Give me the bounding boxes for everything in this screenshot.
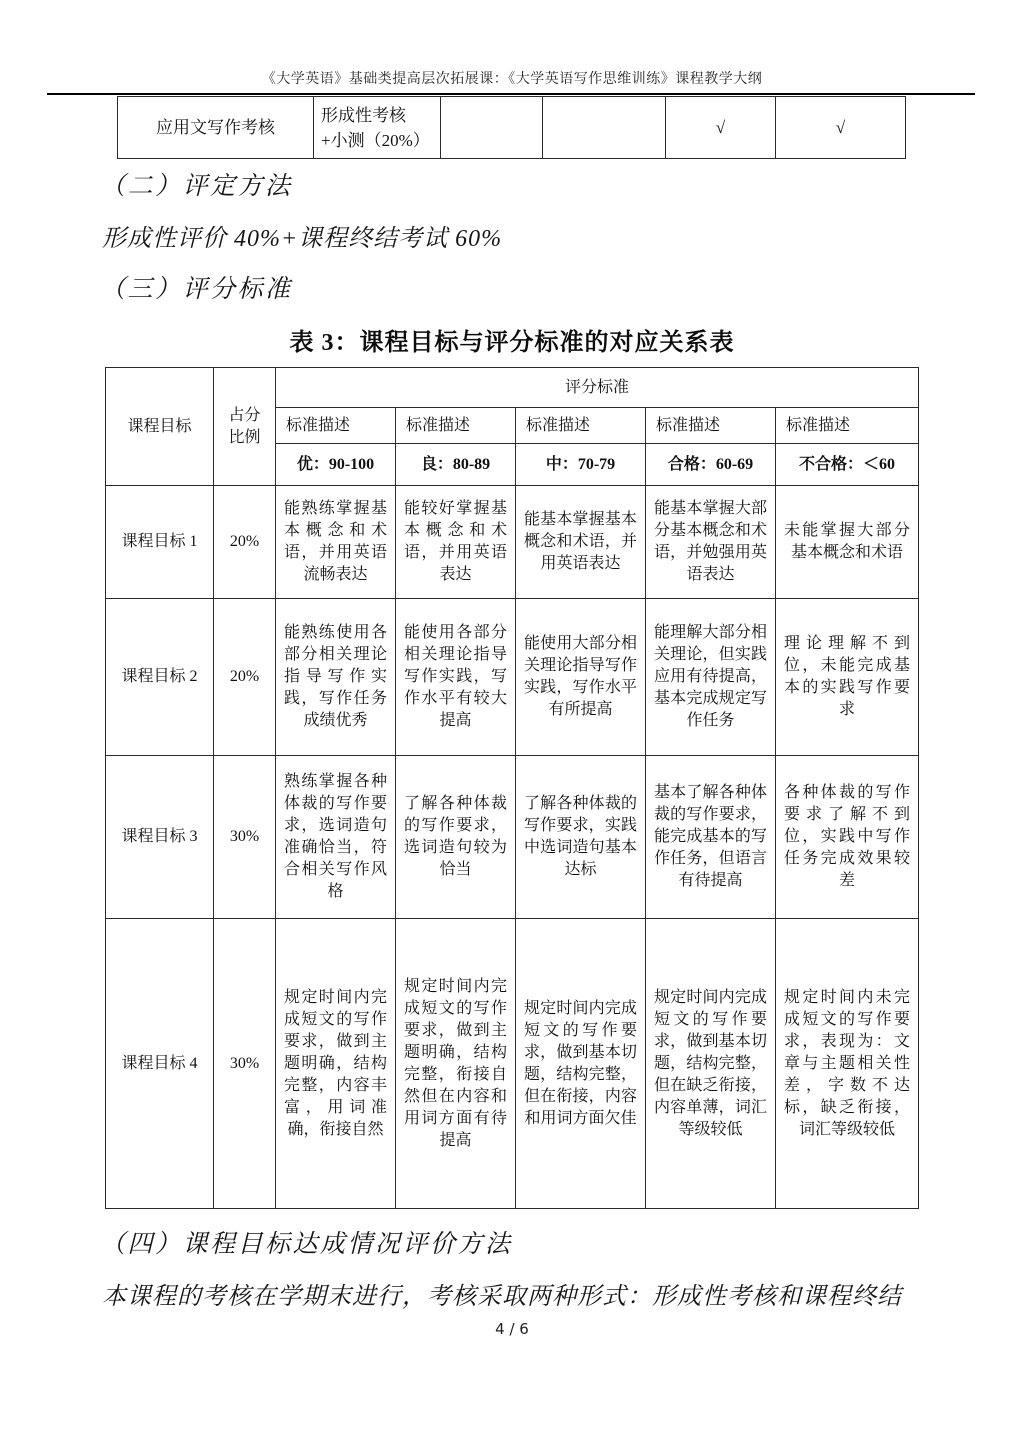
weight-cell: 20%: [214, 599, 276, 756]
criteria-cell: 规定时间内完成短文的写作要求，做到主题明确，结构完整，衔接自然但在内容和用词方面有待提高: [396, 919, 516, 1209]
empty-cell: [441, 97, 543, 159]
header-rule: [47, 93, 975, 95]
table-row: [106, 599, 919, 756]
grade-good-cell: 良：80-89: [396, 444, 516, 486]
criteria-cell: 了解各种体裁的写作要求，选词造句较为恰当: [396, 756, 516, 919]
running-header: 《大学英语》基础类提高层次拓展课：《大学英语写作思维训练》课程教学大纲: [261, 72, 763, 87]
criteria-cell: 熟练掌握各种体裁的写作要求，选词造句准确恰当，符合相关写作风格: [276, 756, 396, 919]
section-heading-2: （二）评定方法: [100, 173, 293, 200]
weight-cell: 30%: [214, 919, 276, 1209]
criteria-cell: 能基本掌握大部分基本概念和术语，并勉强用英语表达: [646, 486, 776, 599]
grading-standard-group-cell: 评分标准: [276, 368, 919, 408]
criteria-cell: 能熟练掌握基本概念和术语，并用英语流畅表达: [276, 486, 396, 599]
criteria-cell: 能较好掌握基本概念和术语，并用英语表达: [396, 486, 516, 599]
criteria-cell: 规定时间内完成短文的写作要求，做到基本切题，结构完整，但在缺乏衔接，内容单薄，词汇等级较低: [646, 919, 776, 1209]
weight-cell: 20%: [214, 486, 276, 599]
criteria-cell: 了解各种体裁的写作要求，实践中选词造句基本达标: [516, 756, 646, 919]
criteria-cell: 能熟练使用各部分相关理论指导写作实践，写作任务成绩优秀: [276, 599, 396, 756]
table-row: [118, 97, 906, 159]
table-row: [106, 919, 919, 1209]
desc-label-cell: 标准描述: [776, 408, 919, 444]
criteria-cell: 各种体裁的写作要求了解不到位，实践中写作任务完成效果较差: [776, 756, 919, 919]
desc-label-cell: 标准描述: [516, 408, 646, 444]
section-heading-3: （三）评分标准: [100, 276, 293, 303]
course-goal-header-cell: 课程目标: [106, 368, 214, 486]
table-row: [106, 756, 919, 919]
criteria-cell: 规定时间内未完成短文的写作要求，表现为：文章与主题相关性差，字数不达标，缺乏衔接，词汇等级较低: [776, 919, 919, 1209]
checkmark-cell: √: [666, 97, 776, 159]
body-paragraph: 本课程的考核在学期末进行，考核采取两种形式：形成性考核和课程终结: [102, 1284, 902, 1310]
goal-cell: 课程目标 1: [106, 486, 214, 599]
weight-cell: 30%: [214, 756, 276, 919]
grading-criteria-table: [105, 367, 919, 1209]
page-number: 4 / 6: [495, 1320, 529, 1338]
criteria-cell: 规定时间内完成短文的写作要求，做到基本切题，结构完整，但在衔接，内容和用词方面欠佳: [516, 919, 646, 1209]
criteria-cell: 理论理解不到位，未能完成基本的实践写作要求: [776, 599, 919, 756]
criteria-cell: 能使用各部分相关理论指导写作实践，写作水平有较大提高: [396, 599, 516, 756]
criteria-cell: 能使用大部分相关理论指导写作实践，写作水平有所提高: [516, 599, 646, 756]
exam-form-cell: 形成性考核+小测（20%）: [314, 97, 441, 159]
grade-fail-cell: 不合格：＜60: [776, 444, 919, 486]
criteria-cell: 能理解大部分相关理论，但实践应用有待提高，基本完成规定写作任务: [646, 599, 776, 756]
desc-label-cell: 标准描述: [646, 408, 776, 444]
desc-label-cell: 标准描述: [396, 408, 516, 444]
grading-formula: 形成性评价 40%+课程终结考试 60%: [102, 226, 503, 252]
exam-name-cell: 应用文写作考核: [118, 97, 314, 159]
grade-medium-cell: 中：70-79: [516, 444, 646, 486]
criteria-cell: 规定时间内完成短文的写作要求，做到主题明确，结构完整，内容丰富，用词准确，衔接自然: [276, 919, 396, 1209]
goal-cell: 课程目标 4: [106, 919, 214, 1209]
criteria-cell: 未能掌握大部分基本概念和术语: [776, 486, 919, 599]
grade-excellent-cell: 优：90-100: [276, 444, 396, 486]
goal-cell: 课程目标 2: [106, 599, 214, 756]
table-3-title: 表 3：课程目标与评分标准的对应关系表: [289, 330, 735, 356]
criteria-cell: 基本了解各种体裁的写作要求，能完成基本的写作任务，但语言有待提高: [646, 756, 776, 919]
weight-header-cell: 占分比例: [214, 368, 276, 486]
empty-cell: [543, 97, 666, 159]
checkmark-cell: √: [776, 97, 906, 159]
grade-pass-cell: 合格：60-69: [646, 444, 776, 486]
table-header-row: [106, 368, 919, 408]
section-heading-4: （四）课程目标达成情况评价方法: [100, 1231, 513, 1258]
goal-cell: 课程目标 3: [106, 756, 214, 919]
criteria-cell: 能基本掌握基本概念和术语，并用英语表达: [516, 486, 646, 599]
assessment-continuation-table: [117, 96, 906, 159]
desc-label-cell: 标准描述: [276, 408, 396, 444]
table-row: [106, 486, 919, 599]
